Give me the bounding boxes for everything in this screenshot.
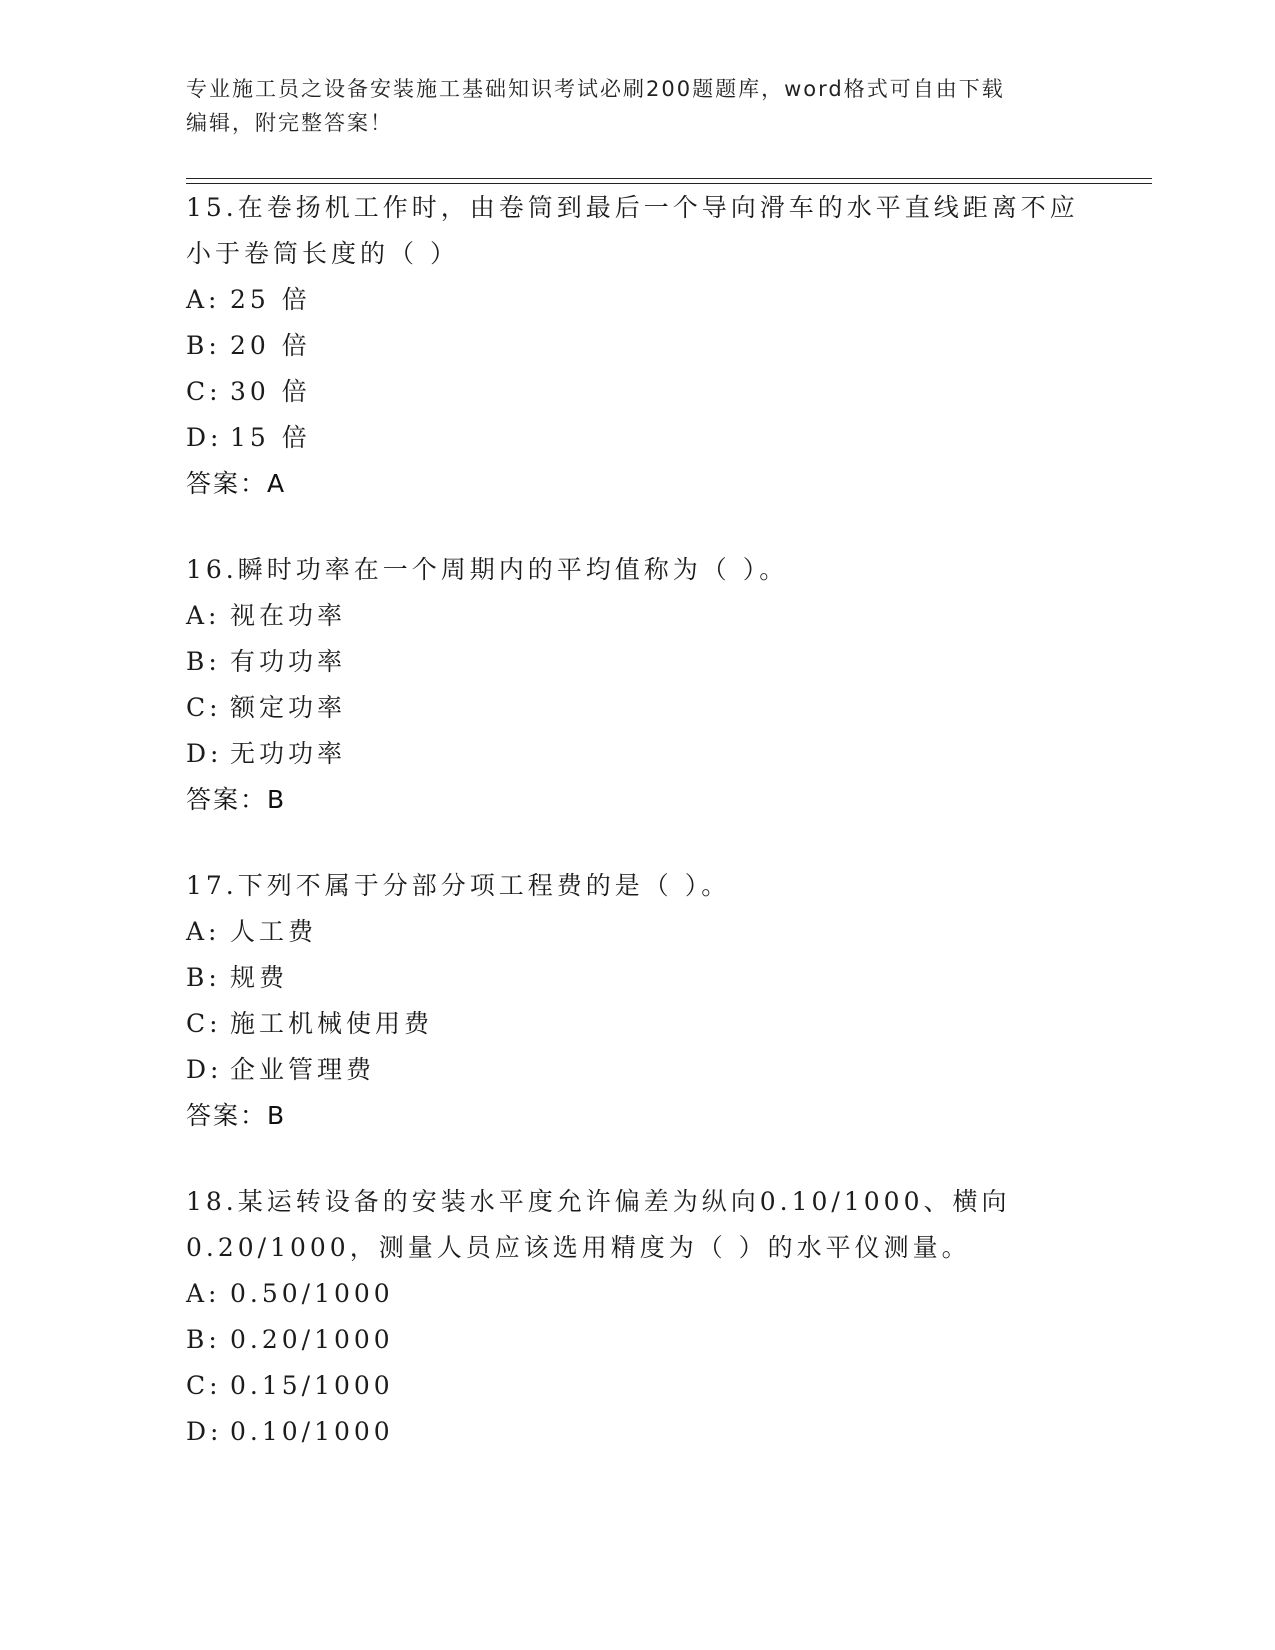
option-d <box>186 1047 1116 1093</box>
option-text: 人工费 <box>230 917 318 946</box>
question-stem-line-2: 小于卷筒长度的（ ） <box>186 239 459 268</box>
option-letter: C: <box>186 377 222 406</box>
option-letter: C: <box>186 693 222 722</box>
option-letter: B: <box>186 1325 221 1354</box>
option-text: 15 倍 <box>230 423 311 452</box>
option-b <box>186 323 1116 369</box>
answer-line: 答案：B <box>186 1101 287 1130</box>
question-stem-line-1: 16.瞬时功率在一个周期内的平均值称为（ ）。 <box>186 555 789 584</box>
option-letter: D: <box>186 1055 223 1084</box>
question-17 <box>186 863 1116 1139</box>
option-letter: C: <box>186 1009 222 1038</box>
option-text: 有功功率 <box>230 647 347 676</box>
option-c <box>186 1363 1116 1409</box>
header-divider-top <box>186 178 1152 179</box>
option-letter: D: <box>186 423 223 452</box>
option-d <box>186 415 1116 461</box>
answer-line: 答案：A <box>186 469 287 498</box>
option-text: 视在功率 <box>230 601 347 630</box>
option-a <box>186 593 1116 639</box>
option-a <box>186 1271 1116 1317</box>
question-stem <box>186 863 1116 909</box>
document-header <box>186 72 1086 140</box>
option-letter: B: <box>186 963 221 992</box>
option-text: 20 倍 <box>230 331 311 360</box>
question-stem <box>186 547 1116 593</box>
option-text: 0.15/1000 <box>230 1371 394 1400</box>
option-text: 企业管理费 <box>230 1055 376 1084</box>
option-text: 额定功率 <box>230 693 347 722</box>
option-text: 0.20/1000 <box>230 1325 394 1354</box>
option-text: 0.50/1000 <box>230 1279 394 1308</box>
header-line-2: 编辑，附完整答案！ <box>186 111 393 135</box>
question-15 <box>186 185 1116 507</box>
option-c <box>186 685 1116 731</box>
option-b <box>186 955 1116 1001</box>
option-letter: C: <box>186 1371 222 1400</box>
option-letter: D: <box>186 739 223 768</box>
option-d <box>186 1409 1116 1455</box>
option-c <box>186 369 1116 415</box>
header-line-1: 专业施工员之设备安装施工基础知识考试必刷200题题库，word格式可自由下载 <box>186 77 1005 101</box>
option-b <box>186 639 1116 685</box>
question-stem-line-1: 18.某运转设备的安装水平度允许偏差为纵向0.10/1000、横向 <box>186 1187 1011 1216</box>
option-text: 规费 <box>230 963 289 992</box>
option-text: 30 倍 <box>230 377 311 406</box>
question-stem <box>186 1179 1116 1271</box>
option-letter: B: <box>186 647 221 676</box>
option-text: 0.10/1000 <box>230 1417 394 1446</box>
option-b <box>186 1317 1116 1363</box>
option-letter: A: <box>186 1279 221 1308</box>
option-letter: A: <box>186 917 221 946</box>
option-letter: D: <box>186 1417 223 1446</box>
option-text: 25 倍 <box>230 285 311 314</box>
option-c <box>186 1001 1116 1047</box>
question-stem <box>186 185 1116 277</box>
question-stem-line-2: 0.20/1000，测量人员应该选用精度为（ ）的水平仪测量。 <box>186 1233 971 1262</box>
option-letter: A: <box>186 601 221 630</box>
question-stem-line-1: 17.下列不属于分部分项工程费的是（ ）。 <box>186 871 731 900</box>
answer-line: 答案：B <box>186 785 287 814</box>
question-16 <box>186 547 1116 823</box>
option-a <box>186 909 1116 955</box>
header-divider-bottom <box>186 183 1152 184</box>
option-letter: A: <box>186 285 221 314</box>
option-d <box>186 731 1116 777</box>
option-text: 施工机械使用费 <box>230 1009 434 1038</box>
option-letter: B: <box>186 331 221 360</box>
option-a <box>186 277 1116 323</box>
question-18 <box>186 1179 1116 1455</box>
option-text: 无功功率 <box>230 739 347 768</box>
question-stem-line-1: 15.在卷扬机工作时，由卷筒到最后一个导向滑车的水平直线距离不应 <box>186 193 1079 222</box>
